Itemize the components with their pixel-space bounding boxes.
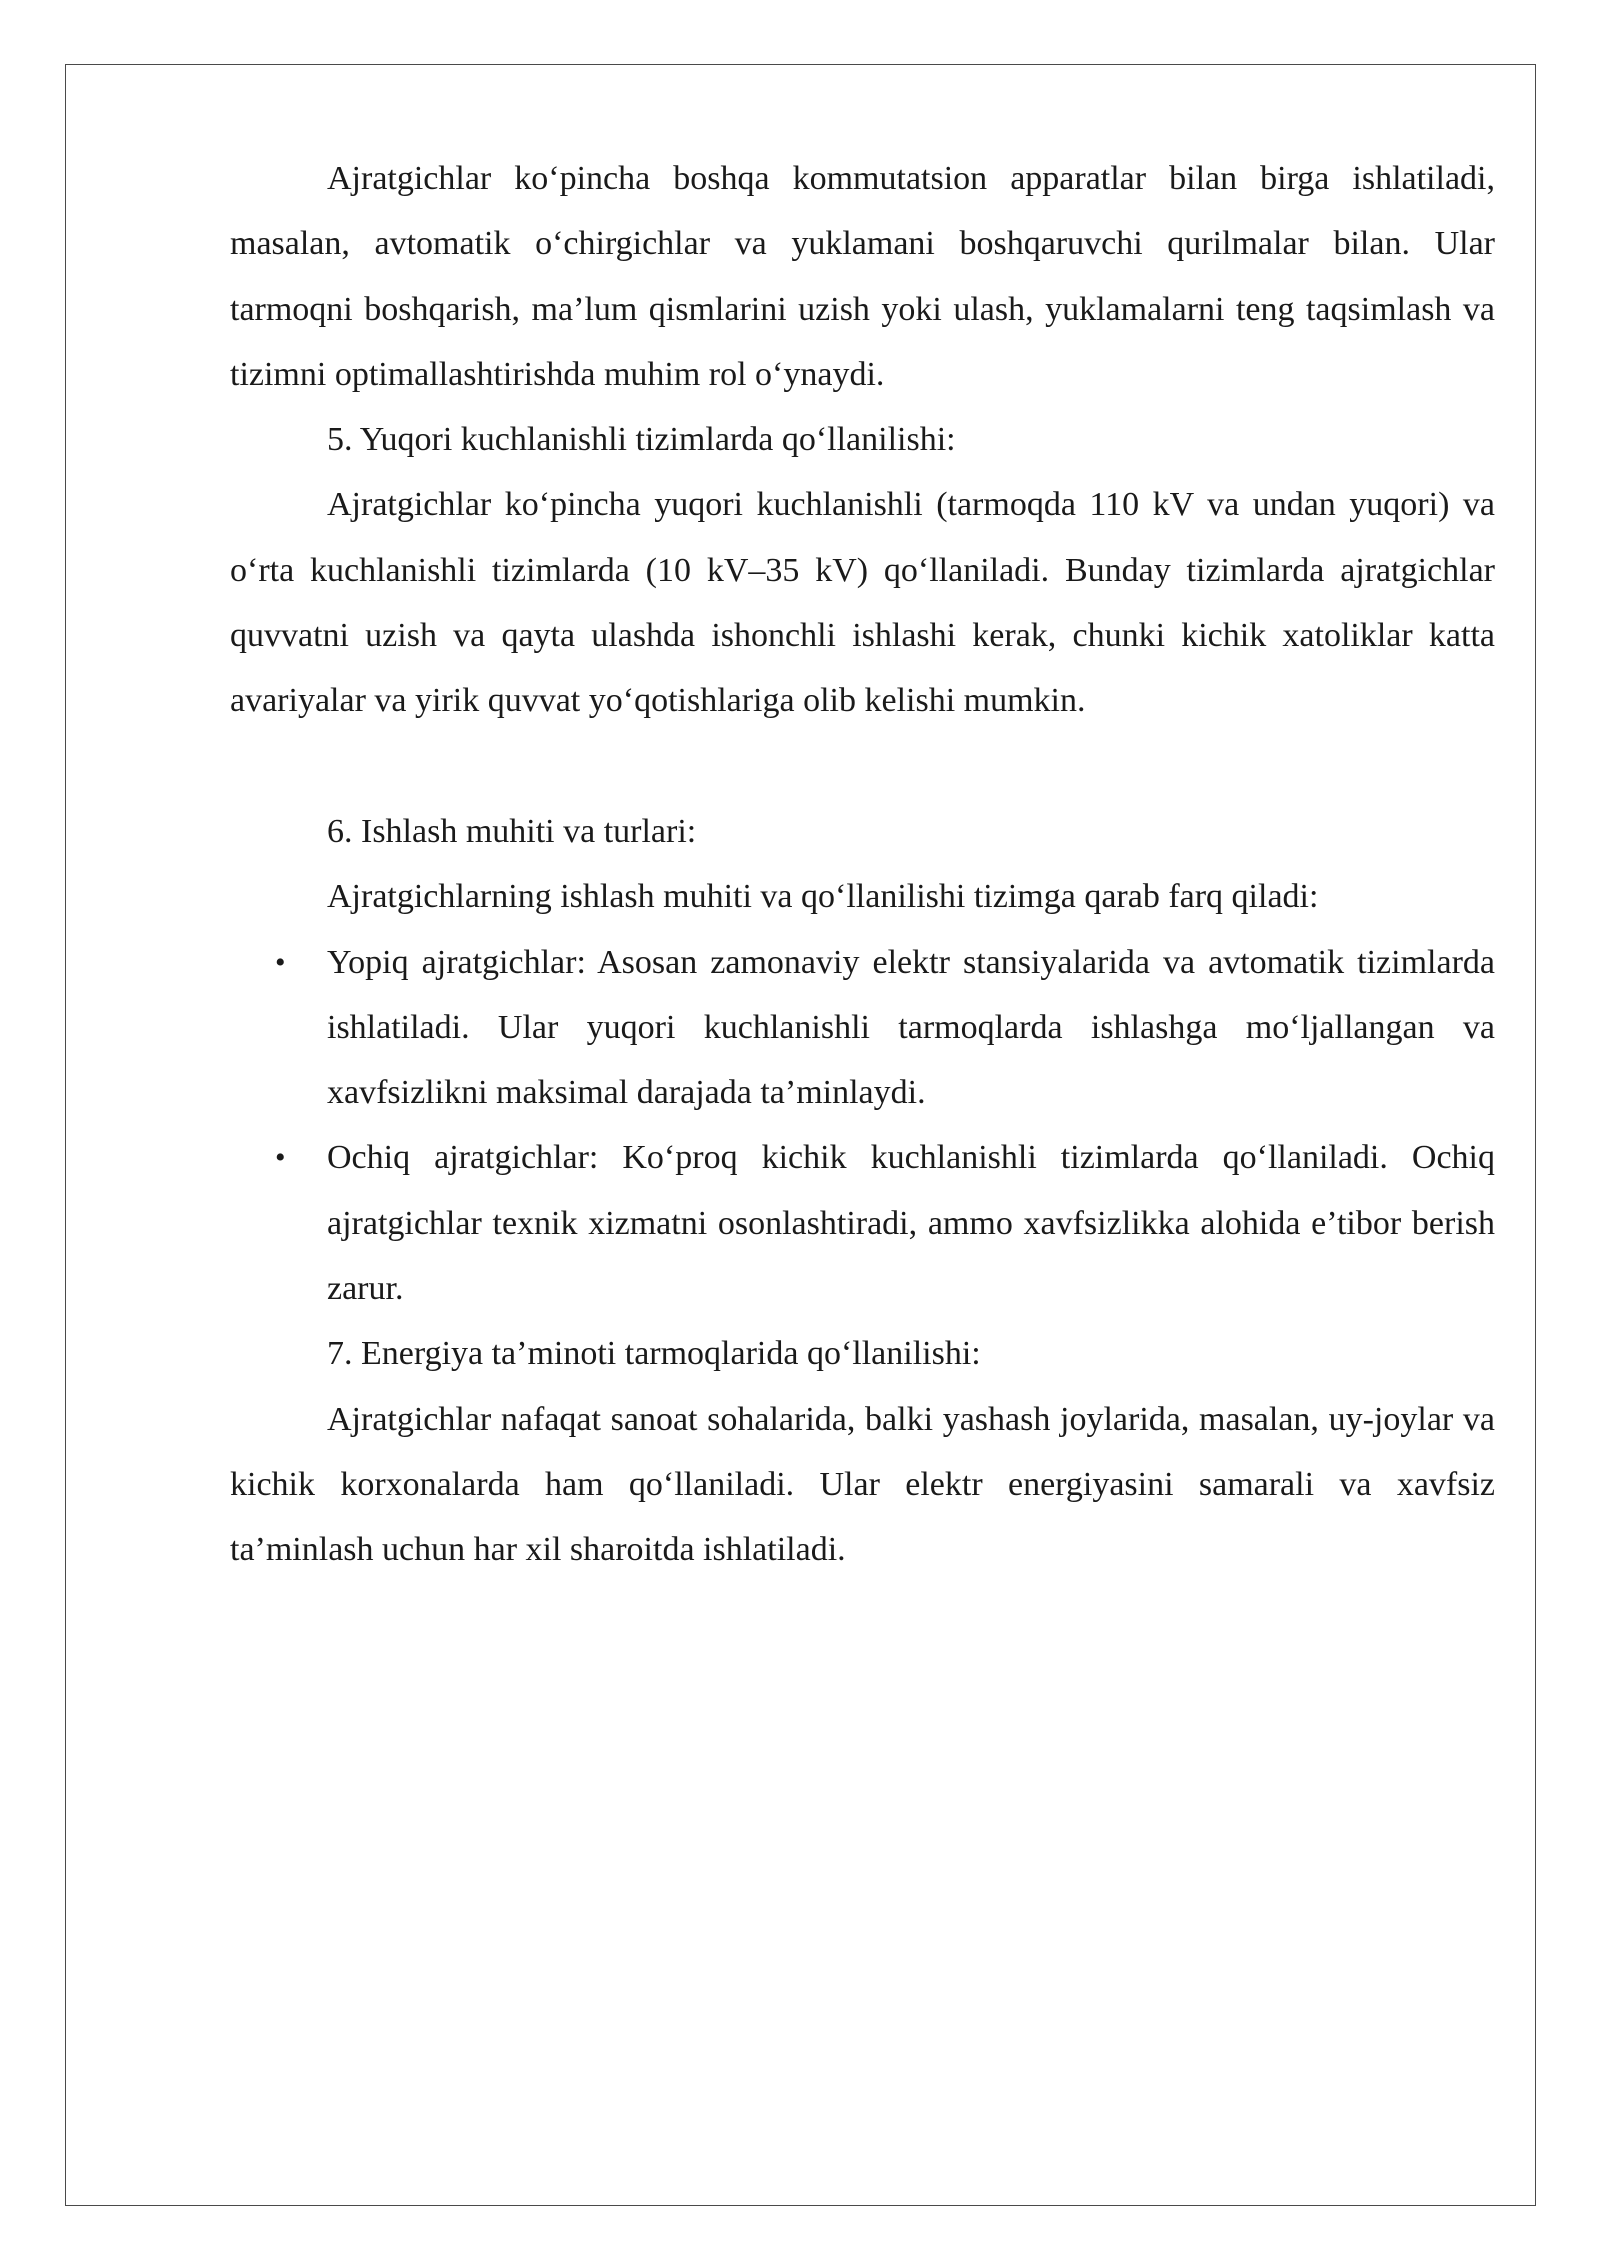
paragraph-intro: Ajratgichlar ko‘pincha boshqa kommutatsion apparatlar bilan birga ishlatiladi, masalan, avtomatik o‘chirgichlar va yuklamani boshqaruvchi qurilmalar bilan. Ular tarmoqni boshqarish, ma’lum qismlarini uzish yoki ulash, yuklamalarni teng taqsimlash va tizimni optimallashtirishda muhim rol o‘ynaydi.: [230, 160, 1495, 393]
list-item-text: Ochiq ajratgichlar: Ko‘proq kichik kuchlanishli tizimlarda qo‘llaniladi. Ochiq ajratgichlar texnik xizmatni osonlashtiradi, ammo xavfsizlikka alohida e’tibor berish zarur.: [327, 1139, 1495, 1308]
section-6-heading: 6. Ishlash muhiti va turlari:: [327, 812, 697, 850]
section-6-intro: Ajratgichlarning ishlash muhiti va qo‘llanilishi tizimga qarab farq qiladi:: [327, 878, 1319, 916]
blank-line: [230, 734, 1495, 799]
section-5-body: Ajratgichlar ko‘pincha yuqori kuchlanishli (tarmoqda 110 kV va undan yuqori) va o‘rta kuchlanishli tizimlarda (10 kV–35 kV) qo‘llaniladi. Bunday tizimlarda ajratgichlar quvvatni uzish va qayta ulashda ishonchli ishlashi kerak, chunki kichik xatoliklar katta avariyalar va yirik quvvat yo‘qotishlariga olib kelishi mumkin.: [230, 486, 1495, 720]
section-7-heading: 7. Energiya ta’minoti tarmoqlarida qo‘llanilishi:: [327, 1335, 981, 1373]
document-body: [230, 146, 1495, 1583]
list-item: [275, 1125, 1495, 1321]
list-item-text: Yopiq ajratgichlar: Asosan zamonaviy elektr stansiyalarida va avtomatik tizimlarda ishlatiladi. Ular yuqori kuchlanishli tarmoqlarda ishlashga mo‘ljallangan va xavfsizlikni maksimal darajada ta’minlaydi.: [327, 943, 1495, 1112]
bullet-icon: •: [275, 1141, 286, 1175]
bullet-icon: •: [275, 945, 286, 979]
list-item: [275, 930, 1495, 1126]
section-6-bullet-list: [230, 930, 1495, 1322]
section-5-heading: 5. Yuqori kuchlanishli tizimlarda qo‘llanilishi:: [327, 421, 956, 459]
section-7-body: Ajratgichlar nafaqat sanoat sohalarida, balki yashash joylarida, masalan, uy-joylar va kichik korxonalarda ham qo‘llaniladi. Ular elektr energiyasini samarali va xavfsiz ta’minlash uchun har xil sharoitda ishlatiladi.: [230, 1400, 1495, 1569]
